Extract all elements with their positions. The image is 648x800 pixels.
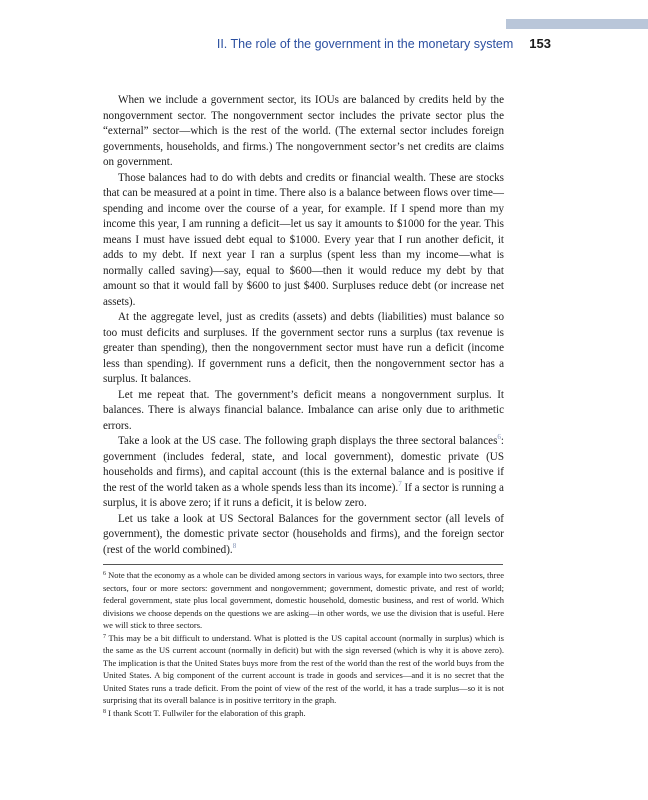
paragraph-5 xyxy=(103,434,504,512)
paragraph-2: Those balances had to do with debts and credits or financial wealth. These are stocks that can be measured at a point in time. There also is a balance between flows over time—spending and income over the course of a year, for example. If I spend more than my income this year, I am running a deficit—let us say it amounts to $1000 for the year. This means I must have issued debt equal to $1000. Every year that I run another deficit, it adds to my debt. If next year I ran a surplus (spent less than my income—what is normally called saving)—say, equal to $600—then it would reduce my debt by that amount so that it would fall by $600 to just $400. Surpluses reduce debt (or increase net assets). xyxy=(103,171,504,308)
paragraph-5-text-a: Take a look at the US case. The following graph displays the three sectoral balances xyxy=(118,435,498,447)
paragraph-3: At the aggregate level, just as credits (assets) and debts (liabilities) must balance so too must deficits and surpluses. If the government sector runs a surplus (tax revenue is greater than spending), then the nongovernment sector must have run a deficit (income less than spending). If government runs a deficit, then the nongovernment sector has a surplus. It balances. xyxy=(103,311,504,385)
footnote-6-number: 6 xyxy=(103,571,106,577)
footnote-8-number: 8 xyxy=(103,708,106,715)
paragraph-1: When we include a government sector, its IOUs are balanced by credits held by the nongovernment sector. The nongovernment sector includes the private sector plus the “external” sector—which is the rest of the world. (The external sector includes foreign governments, households, and firms.) The nongovernment sector’s net credits are claims on government. xyxy=(103,94,504,168)
footnote-7-text: This may be a bit difficult to understand. What is plotted is the US capital account (normally in surplus) which is the same as the US current account (normally in deficit) but with the sign reversed (which is why it is above zero). The implication is that the United States buys more from the rest of the world than the rest of the world buys from the United States. A big component of the current account is trade in goods and services—and it is no secret that the United States runs a trade deficit. From the point of view of the rest of the world, it has a trade surplus—so it is not surprising that its overall balance is in positive territory in the graph. xyxy=(103,632,504,705)
footnote-8 xyxy=(103,707,504,720)
running-header xyxy=(0,36,551,54)
footnote-divider xyxy=(103,564,503,565)
footnote-ref-8[interactable]: 8 xyxy=(232,541,237,550)
footnote-7-number: 7 xyxy=(103,633,106,640)
page-number: 153 xyxy=(529,36,551,51)
footnote-ref-6[interactable]: 6 xyxy=(497,433,501,441)
paragraph-6 xyxy=(103,512,504,559)
footnote-ref-7[interactable]: 7 xyxy=(398,479,402,488)
footnote-7 xyxy=(103,632,504,707)
paragraph-4: Let me repeat that. The government’s deficit means a nongovernment surplus. It balances. There is always financial balance. Imbalance can arise only due to arithmetic errors. xyxy=(103,388,504,432)
section-title: II. The role of the government in the monetary system xyxy=(216,37,514,51)
paragraph-6-text: Let us take a look at US Sectoral Balances for the government sector (all levels of government), the domestic private sector (households and firms), and the foreign sector (rest of the world combined). xyxy=(103,512,504,556)
footnote-6 xyxy=(103,569,504,632)
paragraph-5-text-b: : government (includes federal, state, and local government), domestic private (US households and firms), and capital account (this is the external balance and is positive if the rest of the world taken as a whole spends less than its income). xyxy=(103,435,504,494)
footnotes xyxy=(103,569,504,719)
main-body-text xyxy=(103,93,504,558)
paragraph-5-text-c: If a sector is running a surplus, it is above zero; if it runs a deficit, it is below zero. xyxy=(103,481,504,509)
footnote-8-text: I thank Scott T. Fullwiler for the elaboration of this graph. xyxy=(106,707,306,718)
footnote-6-text: Note that the economy as a whole can be divided among sectors in various ways, for example into two sectors, three sectors, four or more sectors: government and nongovernment; government, domestic private, and rest of world; federal government, state plus local government, domestic household, domestic business, and rest of world. Which divisions we choose depends on the questions we are asking—in other words, we use the division that is useful. Here we will stick to three sectors. xyxy=(103,570,504,630)
header-accent-bar xyxy=(506,19,648,29)
